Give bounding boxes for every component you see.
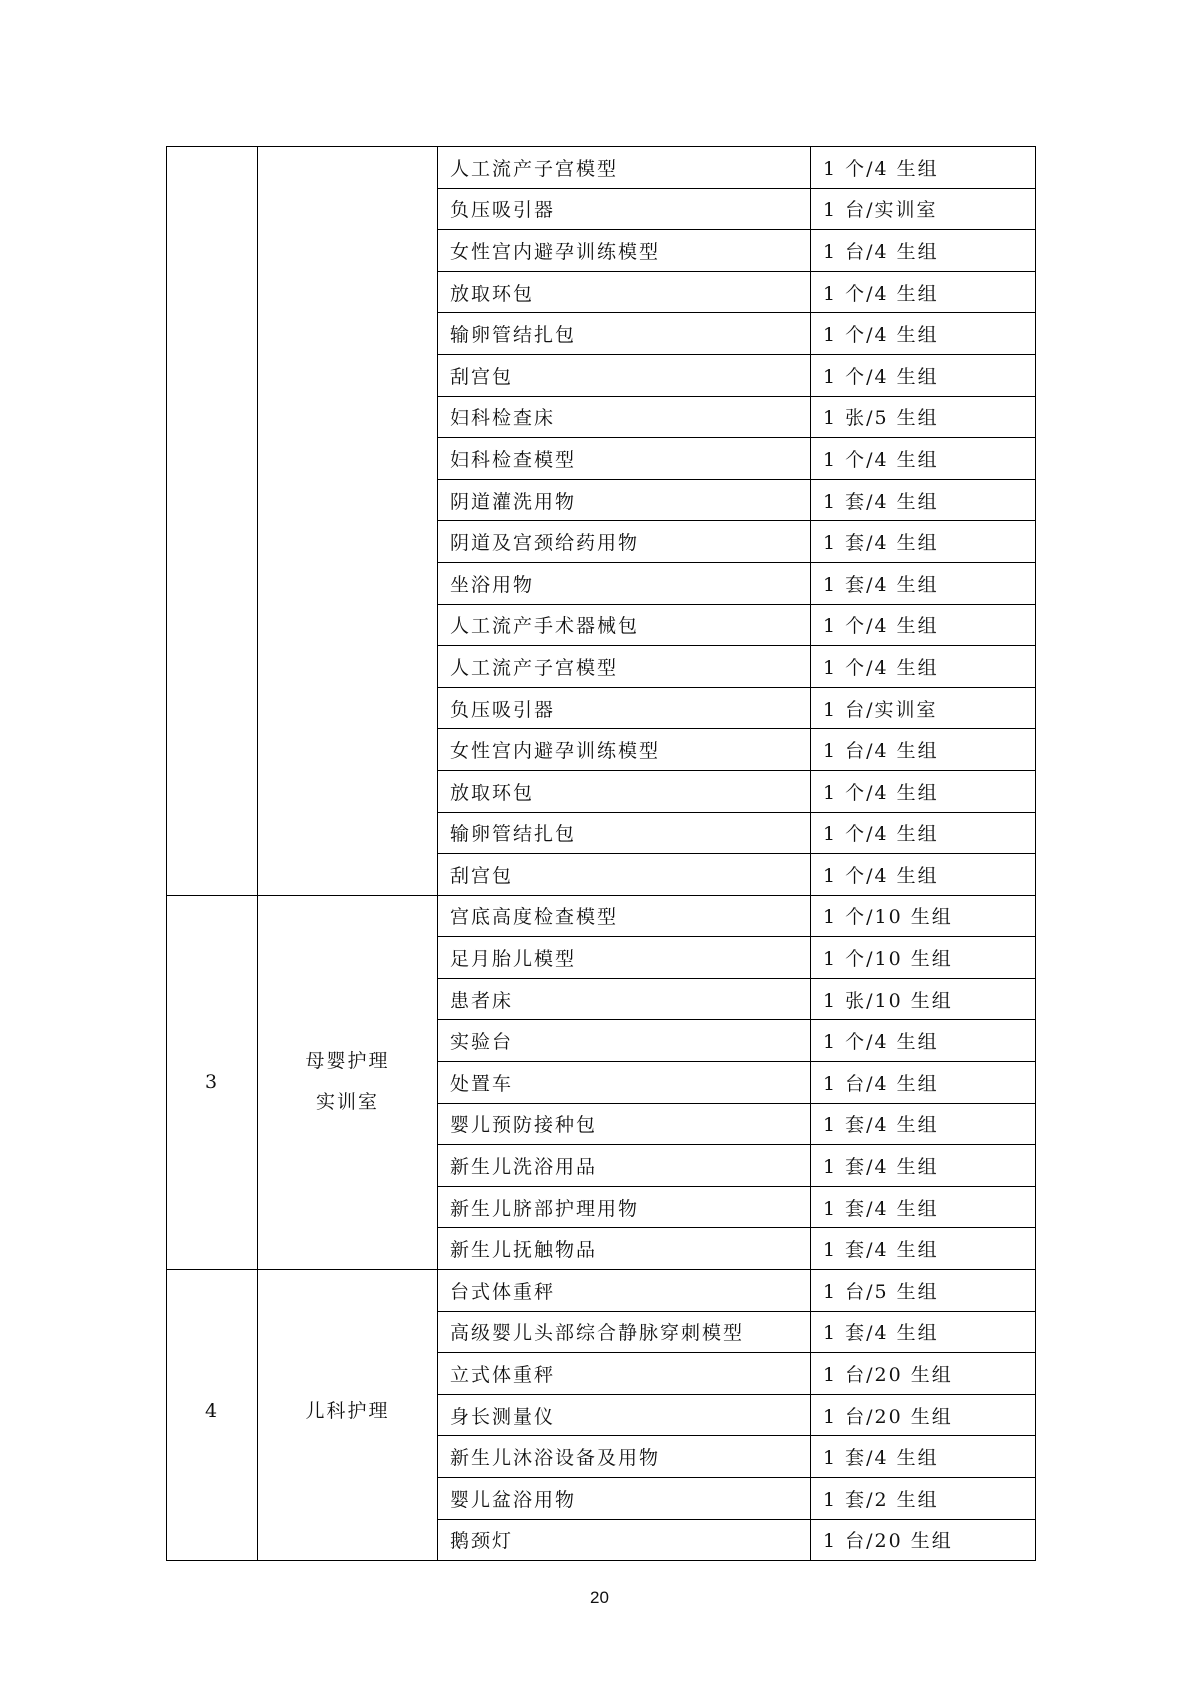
- equipment-quantity: 1 套/4 生组: [811, 479, 1036, 521]
- table-row: [167, 895, 1036, 937]
- row-number-cell: [167, 895, 258, 1269]
- equipment-name: 人工流产子宫模型: [438, 147, 811, 189]
- equipment-name: 放取环包: [438, 770, 811, 812]
- equipment-quantity: 1 台/4 生组: [811, 1062, 1036, 1104]
- equipment-quantity: 1 套/4 生组: [811, 1145, 1036, 1187]
- equipment-table: [166, 146, 1036, 1561]
- room-name-line: 儿科护理: [305, 1399, 390, 1422]
- equipment-quantity: 1 套/4 生组: [811, 1228, 1036, 1270]
- equipment-name: 阴道及宫颈给药用物: [438, 521, 811, 563]
- equipment-name: 宫底高度检查模型: [438, 895, 811, 937]
- room-name-line: 实训室: [315, 1091, 379, 1114]
- equipment-name: 新生儿沐浴设备及用物: [438, 1436, 811, 1478]
- room-cell: [258, 147, 438, 896]
- equipment-name: 负压吸引器: [438, 687, 811, 729]
- equipment-name: 女性宫内避孕训练模型: [438, 230, 811, 272]
- equipment-quantity: 1 台/20 生组: [811, 1353, 1036, 1395]
- equipment-quantity: 1 台/实训室: [811, 687, 1036, 729]
- equipment-name: 负压吸引器: [438, 188, 811, 230]
- equipment-name: 高级婴儿头部综合静脉穿刺模型: [438, 1311, 811, 1353]
- equipment-name: 患者床: [438, 978, 811, 1020]
- equipment-quantity: 1 套/4 生组: [811, 1436, 1036, 1478]
- equipment-name: 新生儿洗浴用品: [438, 1145, 811, 1187]
- row-number-cell: [167, 1270, 258, 1561]
- equipment-quantity: 1 套/4 生组: [811, 1311, 1036, 1353]
- equipment-name: 妇科检查床: [438, 396, 811, 438]
- equipment-name: 女性宫内避孕训练模型: [438, 729, 811, 771]
- equipment-quantity: 1 张/10 生组: [811, 978, 1036, 1020]
- row-number-cell: [167, 147, 258, 896]
- equipment-name: 立式体重秤: [438, 1353, 811, 1395]
- equipment-quantity: 1 个/4 生组: [811, 313, 1036, 355]
- equipment-name: 刮宫包: [438, 854, 811, 896]
- equipment-quantity: 1 个/10 生组: [811, 937, 1036, 979]
- equipment-name: 坐浴用物: [438, 562, 811, 604]
- equipment-name: 鹅颈灯: [438, 1519, 811, 1561]
- equipment-name: 阴道灌洗用物: [438, 479, 811, 521]
- equipment-quantity: 1 台/4 生组: [811, 230, 1036, 272]
- equipment-quantity: 1 个/4 生组: [811, 1020, 1036, 1062]
- equipment-name: 婴儿预防接种包: [438, 1103, 811, 1145]
- equipment-quantity: 1 个/4 生组: [811, 854, 1036, 896]
- table-row: [167, 1270, 1036, 1312]
- equipment-quantity: 1 台/5 生组: [811, 1270, 1036, 1312]
- equipment-name: 新生儿抚触物品: [438, 1228, 811, 1270]
- equipment-quantity: 1 台/20 生组: [811, 1394, 1036, 1436]
- equipment-quantity: 1 套/4 生组: [811, 1186, 1036, 1228]
- equipment-name: 人工流产手术器械包: [438, 604, 811, 646]
- equipment-name: 输卵管结扎包: [438, 812, 811, 854]
- equipment-quantity: 1 个/4 生组: [811, 354, 1036, 396]
- equipment-quantity: 1 个/4 生组: [811, 147, 1036, 189]
- equipment-name: 婴儿盆浴用物: [438, 1478, 811, 1520]
- equipment-quantity: 1 个/4 生组: [811, 646, 1036, 688]
- equipment-quantity: 1 套/4 生组: [811, 1103, 1036, 1145]
- equipment-quantity: 1 个/4 生组: [811, 812, 1036, 854]
- equipment-quantity: 1 个/4 生组: [811, 271, 1036, 313]
- equipment-name: 输卵管结扎包: [438, 313, 811, 355]
- page-number: 20: [590, 1588, 609, 1607]
- room-cell: [258, 895, 438, 1269]
- room-cell: [258, 1270, 438, 1561]
- equipment-quantity: 1 台/4 生组: [811, 729, 1036, 771]
- equipment-name: 妇科检查模型: [438, 438, 811, 480]
- equipment-name: 身长测量仪: [438, 1394, 811, 1436]
- equipment-name: 人工流产子宫模型: [438, 646, 811, 688]
- table-row: [167, 147, 1036, 189]
- equipment-name: 放取环包: [438, 271, 811, 313]
- equipment-name: 新生儿脐部护理用物: [438, 1186, 811, 1228]
- equipment-name: 实验台: [438, 1020, 811, 1062]
- equipment-quantity: 1 个/4 生组: [811, 604, 1036, 646]
- equipment-quantity: 1 套/4 生组: [811, 521, 1036, 563]
- row-number: 4: [204, 1400, 220, 1423]
- room-name-line: 母婴护理: [305, 1050, 390, 1073]
- equipment-quantity: 1 个/4 生组: [811, 770, 1036, 812]
- equipment-name: 刮宫包: [438, 354, 811, 396]
- equipment-quantity: 1 台/实训室: [811, 188, 1036, 230]
- equipment-quantity: 1 套/4 生组: [811, 562, 1036, 604]
- equipment-quantity: 1 套/2 生组: [811, 1478, 1036, 1520]
- equipment-quantity: 1 个/4 生组: [811, 438, 1036, 480]
- equipment-quantity: 1 台/20 生组: [811, 1519, 1036, 1561]
- row-number: 3: [204, 1071, 220, 1094]
- equipment-quantity: 1 张/5 生组: [811, 396, 1036, 438]
- equipment-name: 处置车: [438, 1062, 811, 1104]
- equipment-name: 足月胎儿模型: [438, 937, 811, 979]
- equipment-name: 台式体重秤: [438, 1270, 811, 1312]
- equipment-quantity: 1 个/10 生组: [811, 895, 1036, 937]
